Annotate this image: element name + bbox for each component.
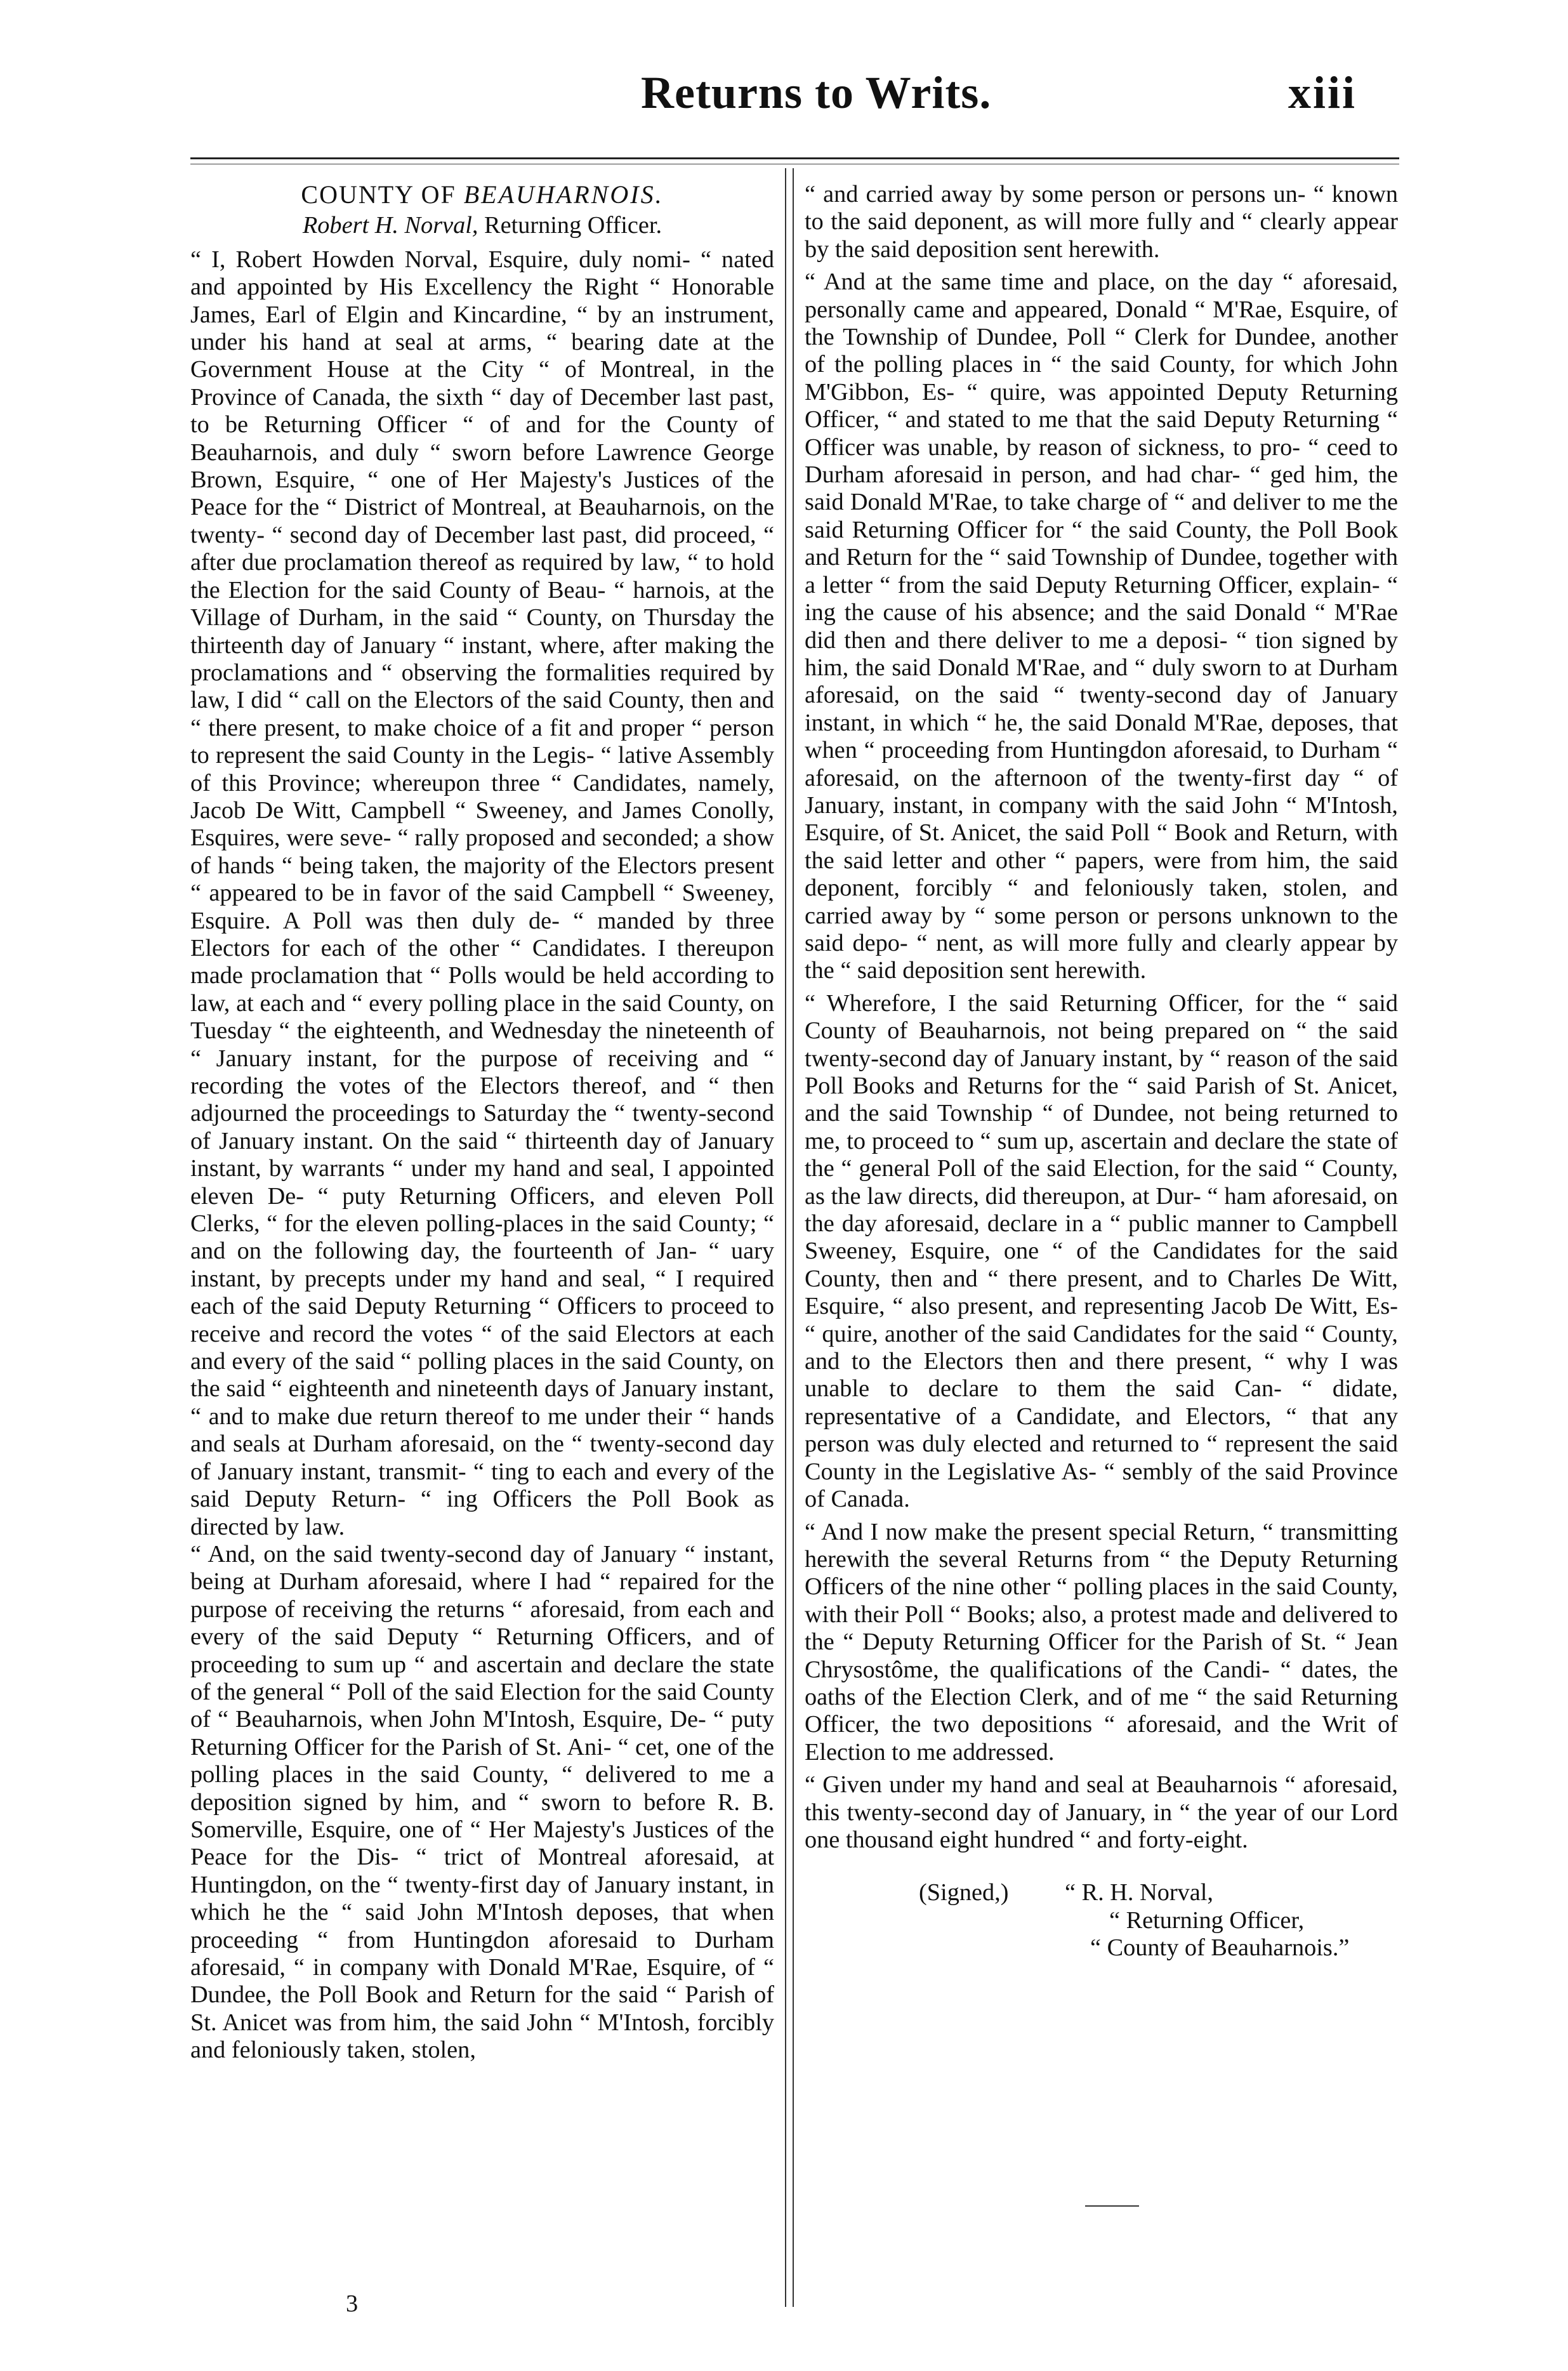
column-divider: [785, 168, 794, 2307]
paragraph: “ I, Robert Howden Norval, Esquire, duly nomi- “ nated and appointed by His Excellency the Right “ Honorable James, Earl of Elgin and Kincardine, “ by an instrument, under his hand at seal at arms, “ bearing date at the Government House at the City “ of Montreal, in the Province of Canada, the sixth “ day of December last past, to be Returning Officer “ of and for the County of Beauharnois, and duly “ sworn before Lawrence George Brown, Esquire, “ one of Her Majesty's Justices of the Peace for the “ District of Montreal, at Beauharnois, on the twenty- “ second day of December last past, did proceed, “ after due proclamation thereof as required by law, “ to hold the Election for the said County of Beau- “ harnois, at the Village of Durham, in the said “ County, on Thursday the thirteenth day of January “ instant, where, after making the proclamations and “ observing the formalities required by law, I did “ call on the Electors of the said County, then and “ there present, to make choice of a fit and proper “ person to represent the said County in the Legis- “ lative Assembly of this Province; whereupon three “ Candidates, namely, Jacob De Witt, Campbell “ Sweeney, and James Conolly, Esquires, were seve- “ rally proposed and seconded; a show of hands “ being taken, the majority of the Electors present “ appeared to be in favor of the said Campbell “ Sweeney, Esquire. A Poll was then duly de- “ manded by three Electors for each of the other “ Candidates. I thereupon made proclamation that “ Polls would be held according to law, at each and “ every polling place in the said County, on Tuesday “ the eighteenth, and Wednesday the nineteenth of “ January instant, for the purpose of receiving and “ recording the votes of the Electors thereof, and “ then adjourned the proceedings to Saturday the “ twenty-second of January instant. On the said “ thirteenth day of January instant, by warrants “ under my hand and seal, I appointed eleven De- “ puty Returning Officers, and eleven Poll Clerks, “ for the eleven polling-places in the said County; “ and on the following day, the fourteenth of Jan- “ uary instant, by precepts under my hand and seal, “ I required each of the said Deputy Returning “ Officers to proceed to receive and record the votes “ of the said Electors at each and every of the said “ polling places in the said County, on the said “ eighteenth and nineteenth days of January instant, “ and to make due return thereof to me under their “ hands and seals at Durham aforesaid, on the “ twenty-second day of January instant, transmit- “ ting to each and every of the said Deputy Return- “ ing Officers the Poll Book as directed by law.: [190, 246, 774, 1540]
county-heading-name: BEAUHARNOIS.: [463, 180, 664, 209]
signature-county: “ County of Beauharnois.”: [1090, 1934, 1350, 1962]
signature-title: “ Returning Officer,: [1109, 1906, 1305, 1934]
officer-name: Robert H. Norval,: [302, 212, 478, 239]
signature-block: [805, 1879, 1398, 1962]
signature-name: “ R. H. Norval,: [1065, 1879, 1213, 1906]
paragraph: “ And I now make the present special Return, “ transmitting herewith the several Returns from “ the Deputy Returning Officers of the nine other “ polling places in the said County, with their Poll “ Books; also, a protest made and delivered to the “ Deputy Returning Officer for the Parish of St. “ Jean Chrysostôme, the qualifications of the Candi- “ dates, the oaths of the Election Clerk, and of me “ the said Returning Officer, the two depositions “ aforesaid, and the Writ of Election to me addressed.: [805, 1518, 1398, 1766]
paragraph: “ And, on the said twenty-second day of January “ instant, being at Durham aforesaid, where I had “ repaired for the purpose of receiving the returns “ aforesaid, from each and every of the said Deputy “ Returning Officers, and of proceeding to sum up “ and ascertain and declare the state of the general “ Poll of the said Election for the said County of “ Beauharnois, when John M'Intosh, Esquire, De- “ puty Returning Officer for the Parish of St. Ani- “ cet, one of the polling places in the said County, “ delivered to me a deposition signed by him, and “ sworn to before R. B. Somerville, Esquire, one of “ Her Majesty's Justices of the Peace for the Dis- “ trict of Montreal aforesaid, at Huntingdon, on the “ twenty-first day of January instant, in which he the “ said John M'Intosh deposes, that when proceeding “ from Huntingdon aforesaid to Durham aforesaid, “ in company with Donald M'Rae, Esquire, of “ Dundee, the Poll Book and Return for the said “ Parish of St. Anicet was from him, the said John “ M'Intosh, forcibly and feloniously taken, stolen,: [190, 1540, 774, 2064]
officer-role: Returning Officer.: [478, 212, 662, 239]
paragraph: “ Given under my hand and seal at Beauharnois “ aforesaid, this twenty-second day of January, in “ the year of our Lord one thousand eight hundred “ and forty-eight.: [805, 1771, 1398, 1853]
left-column: [190, 181, 774, 2064]
closing-rule: [1085, 2205, 1139, 2207]
signed-label: (Signed,): [919, 1879, 1009, 1906]
county-heading: [190, 181, 774, 208]
paragraph: “ and carried away by some person or persons un- “ known to the said deponent, as will more fully and “ clearly appear by the said deposition sent herewith.: [805, 181, 1398, 263]
page-number: xiii: [1288, 67, 1357, 118]
paragraph: “ And at the same time and place, on the day “ aforesaid, personally came and appeared, Donald “ M'Rae, Esquire, of the Township of Dundee, Poll “ Clerk for Dundee, another of the polling places in “ the said County, for which John M'Gibbon, Es- “ quire, was appointed Deputy Returning Officer, “ and stated to me that the said Deputy Returning “ Officer was unable, by reason of sickness, to pro- “ ceed to Durham aforesaid in person, and had char- “ ged him, the said Donald M'Rae, to take charge of “ and deliver to me the said Returning Officer for “ the said County, the Poll Book and Return for the “ said Township of Dundee, together with a letter “ from the said Deputy Returning Officer, explain- “ ing the cause of his absence; and the said Donald “ M'Rae did then and there deliver to me a deposi- “ tion signed by him, the said Donald M'Rae, and “ duly sworn to at Durham aforesaid, on the said “ twenty-second day of January instant, in which “ he, the said Donald M'Rae, deposes, that when “ proceeding from Huntingdon aforesaid, to Durham “ aforesaid, on the afternoon of the twenty-first day “ of January, instant, in company with the said John “ M'Intosh, Esquire, of St. Anicet, the said Poll “ Book and Return, with the said letter and other “ papers, were from him, the said deponent, forcibly “ and feloniously taken, stolen, and carried away by “ some person or persons unknown to the said depo- “ nent, as will more fully and clearly appear by the “ said deposition sent herewith.: [805, 268, 1398, 984]
county-heading-prefix: COUNTY OF: [301, 180, 464, 209]
page-header: [0, 60, 1568, 155]
paragraph: “ Wherefore, I the said Returning Officer, for the “ said County of Beauharnois, not being prepared on “ the said twenty-second day of January instant, by “ reason of the said Poll Books and Returns for the “ said Parish of St. Anicet, and the said Township “ of Dundee, not being returned to me, to proceed to “ sum up, ascertain and declare the state of the “ general Poll of the said Election, for the said “ County, as the law directs, did thereupon, at Dur- “ ham aforesaid, on the day aforesaid, declare in a “ public manner to Campbell Sweeney, Esquire, one “ of the Candidates for the said County, then and “ there present, and to Charles De Witt, Esquire, “ also present, and representing Jacob De Witt, Es- “ quire, another of the said Candidates for the said “ County, and to the Electors then and there present, “ why I was unable to declare to them the said Can- “ didate, representative of a Candidate, and Electors, “ that any person was duly elected and returned to “ represent the said County in the Legislative As- “ sembly of the said Province of Canada.: [805, 989, 1398, 1513]
header-rule: [190, 157, 1399, 159]
signature-mark: 3: [346, 2290, 359, 2317]
running-title: Returns to Writs.: [641, 67, 992, 118]
right-column: [805, 181, 1398, 1962]
returning-officer-heading: [190, 212, 774, 239]
